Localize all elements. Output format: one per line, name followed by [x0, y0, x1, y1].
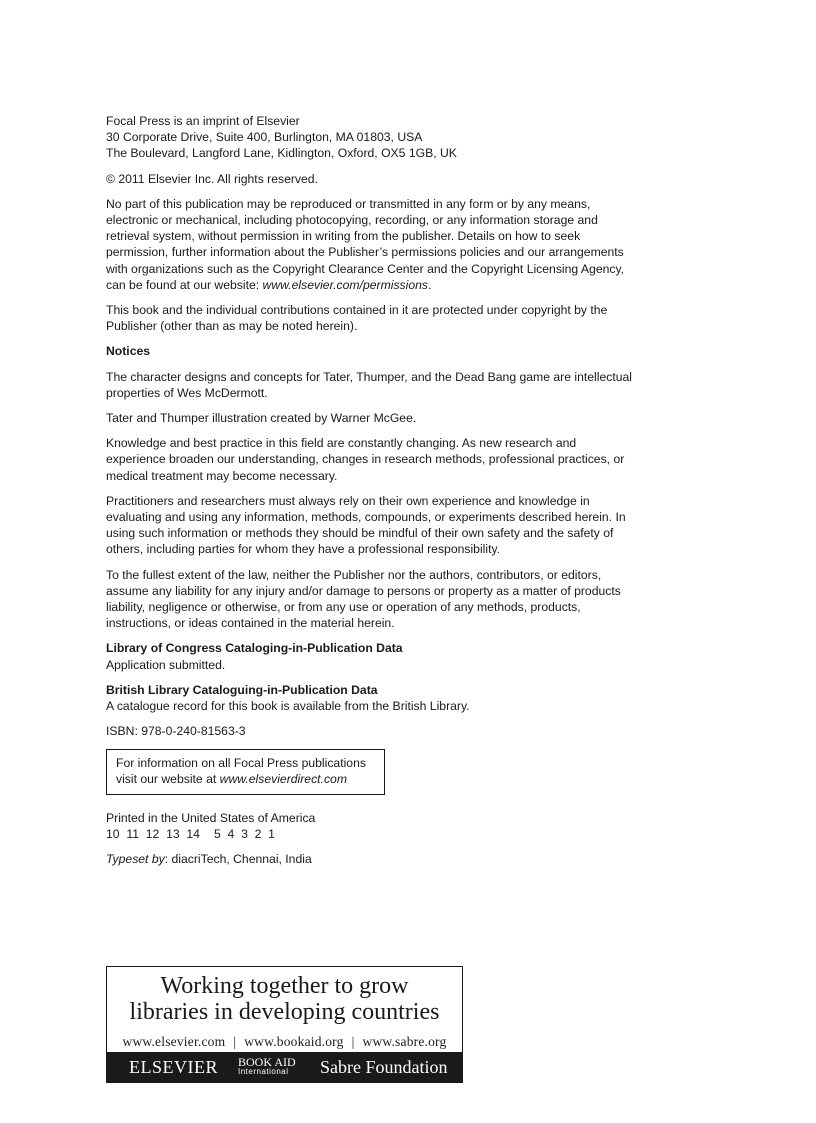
- typeset-line: [106, 851, 636, 867]
- notices-heading: Notices: [106, 344, 151, 359]
- elsevierdirect-link[interactable]: www.elsevierdirect.com: [219, 771, 347, 786]
- printing-years: 10 11 12 13 14: [106, 827, 200, 842]
- notices-paragraph-2: Tater and Thumper illustration created by Warner McGee.: [106, 411, 417, 426]
- copyright-page: [106, 113, 636, 868]
- publisher-line-2: 30 Corporate Drive, Suite 400, Burlington, MA 01803, USA: [106, 130, 423, 145]
- url-separator: |: [351, 1034, 355, 1049]
- bookaid-url[interactable]: www.bookaid.org: [244, 1034, 344, 1049]
- typeset-label: Typeset by: [106, 852, 165, 867]
- protection-paragraph: This book and the individual contributions contained in it are protected under copyright by the Publisher (other than as may be noted herein).: [106, 303, 608, 334]
- banner-urls: [107, 1034, 462, 1050]
- banner-headline-1: Working together to grow: [160, 973, 409, 999]
- sabre-logo: Sabre Foundation: [320, 1056, 448, 1077]
- typeset-value: : diacriTech, Chennai, India: [164, 852, 312, 867]
- website-info-box: [106, 749, 385, 795]
- infobox-line-1: For information on all Focal Press publications: [116, 755, 366, 770]
- bookaid-logo: [238, 1057, 300, 1077]
- publisher-line-1: Focal Press is an imprint of Elsevier: [106, 114, 300, 128]
- printed-in: Printed in the United States of America: [106, 810, 316, 825]
- elsevier-logo: ELSEVIER: [129, 1056, 218, 1077]
- permissions-paragraph: [106, 196, 636, 293]
- notices-paragraph-5: To the fullest extent of the law, neither the Publisher nor the authors, contributors, or editors, assume any liability for any injury and/or damage to persons or property as a matter of products liability, negligence or otherwise, or from any use or operation of any methods, products, instructions, or ideas contained in the material herein.: [106, 567, 621, 631]
- notices-paragraph-4: Practitioners and researchers must always rely on their own experience and knowledge in evaluating and using any information, methods, compounds, or experiments described herein. In using such information or methods they should be mindful of their own safety and the safety of others, including parties for whom they have a professional responsibility.: [106, 493, 626, 557]
- notices-paragraph-3: Knowledge and best practice in this field are constantly changing. As new research and experience broaden our understanding, changes in research methods, professional practices, or medical treatment may become necessary.: [106, 436, 625, 483]
- loc-heading: Library of Congress Cataloging-in-Publication Data: [106, 641, 403, 656]
- sponsor-logo-bar: [107, 1052, 462, 1082]
- permissions-end: .: [428, 277, 432, 292]
- permissions-link[interactable]: www.elsevier.com/permissions: [262, 277, 428, 292]
- sabre-url[interactable]: www.sabre.org: [362, 1034, 447, 1049]
- publisher-line-3: The Boulevard, Langford Lane, Kidlington, Oxford, OX5 1GB, UK: [106, 146, 457, 161]
- british-library-heading: British Library Cataloguing-in-Publication Data: [106, 682, 378, 697]
- british-library-text: A catalogue record for this book is available from the British Library.: [106, 699, 470, 714]
- elsevier-url[interactable]: www.elsevier.com: [122, 1034, 226, 1049]
- url-separator: |: [233, 1034, 237, 1049]
- infobox-line-2: [116, 771, 374, 787]
- copyright-notice: © 2011 Elsevier Inc. All rights reserved.: [106, 171, 318, 186]
- notices-paragraph-1: The character designs and concepts for Tater, Thumper, and the Dead Bang game are intellectual properties of Wes McDermott.: [106, 369, 632, 400]
- banner-headline-2: libraries in developing countries: [129, 999, 440, 1025]
- permissions-text: No part of this publication may be reproduced or transmitted in any form or by any means, electronic or mechanical, including photocopying, recording, or any information storage and retrieval system, without permission in writing from the publisher. Details on how to seek permission, further information about the Publisher’s permissions policies and our arrangements with organizations such as the Copyright Clearance Center and the Copyright Licensing Agency, can be found at our website:: [106, 196, 625, 292]
- loc-text: Application submitted.: [106, 657, 226, 672]
- printing-line: [106, 826, 636, 842]
- isbn: ISBN: 978-0-240-81563-3: [106, 724, 246, 739]
- printing-impressions: 5 4 3 2 1: [213, 827, 275, 842]
- infobox-prefix: visit our website at: [116, 771, 220, 786]
- bookaid-logo-bottom: International: [238, 1067, 289, 1076]
- book-aid-banner: [106, 966, 463, 1083]
- bookaid-logo-top: BOOK AID: [238, 1055, 296, 1069]
